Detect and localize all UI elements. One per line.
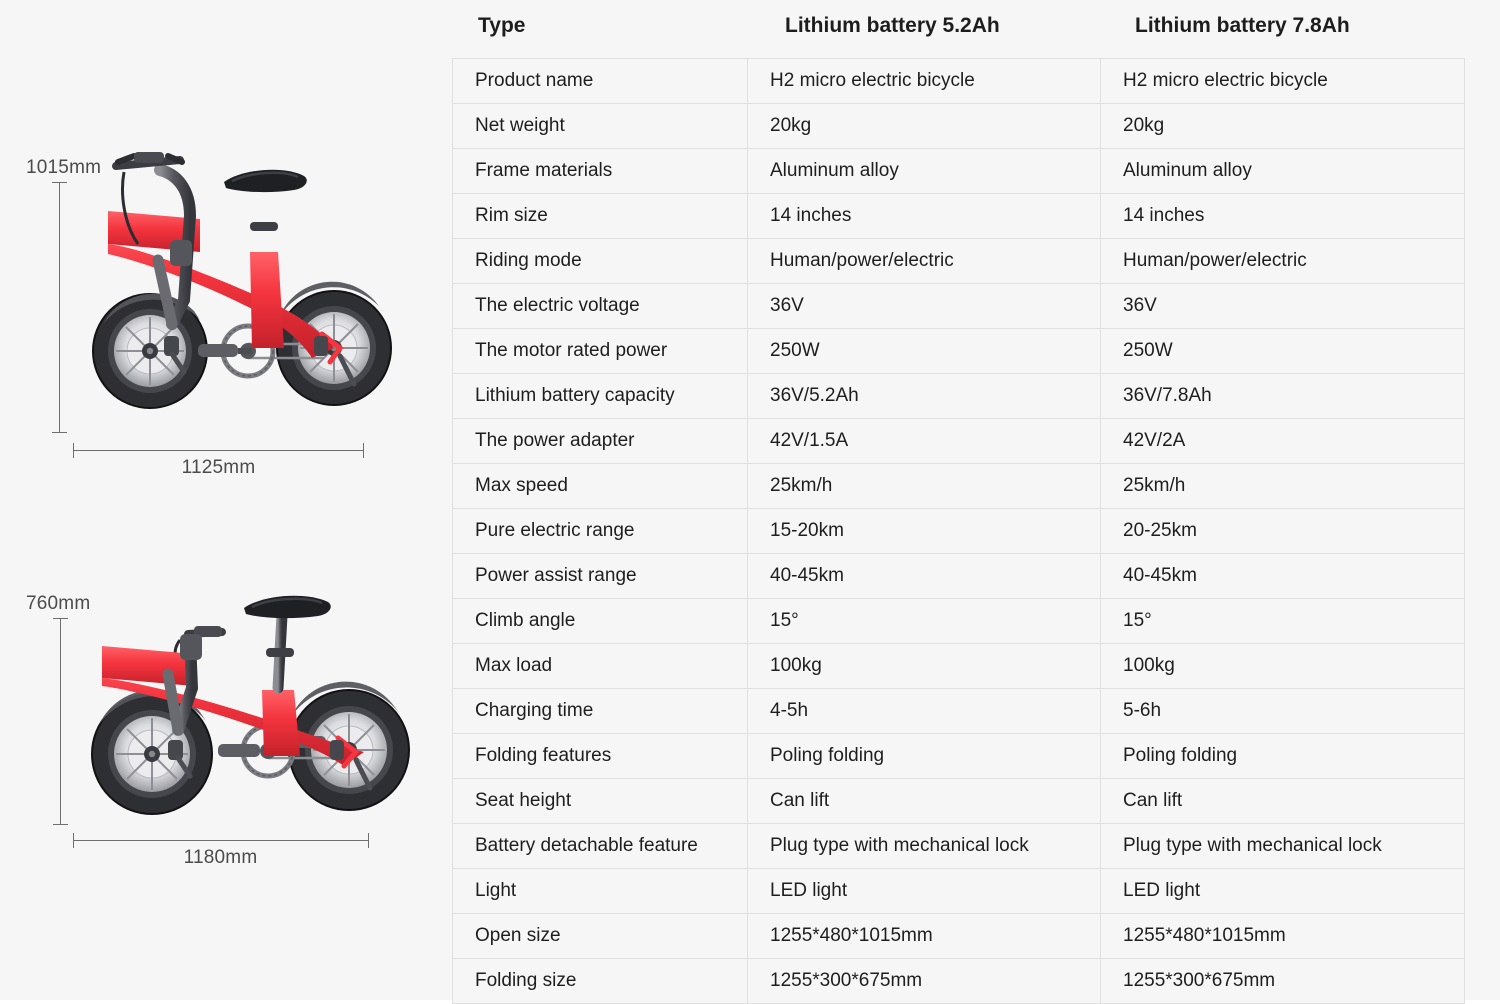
spec-value-5-2ah-cell: 20kg [748,104,1101,149]
spec-name-cell: The motor rated power [453,329,748,374]
spec-name-cell: Folding size [453,959,748,1004]
header-battery-7-8ah: Lithium battery 7.8Ah [1135,14,1350,37]
spec-value-5-2ah-cell: 15-20km [748,509,1101,554]
open-bike-height-label: 1015mm [26,157,102,178]
table-row [453,284,1465,329]
open-bike-height-dimension-line [59,182,60,433]
folded-bike-illustration [0,580,445,880]
spec-value-7-8ah-cell: Aluminum alloy [1101,149,1465,194]
table-row [453,869,1465,914]
seat-clamp [250,222,278,231]
table-row [453,59,1465,104]
spec-value-7-8ah-cell: 100kg [1101,644,1465,689]
open-bike-drawing [72,148,422,438]
spec-value-7-8ah-cell: H2 micro electric bicycle [1101,59,1465,104]
table-row [453,509,1465,554]
open-bike-width-dimension-line [73,450,364,451]
saddle [224,170,307,192]
specification-table [452,58,1465,1004]
spec-value-5-2ah-cell: 250W [748,329,1101,374]
spec-value-7-8ah-cell: 25km/h [1101,464,1465,509]
header-battery-5-2ah: Lithium battery 5.2Ah [785,14,1000,37]
spec-name-cell: Climb angle [453,599,748,644]
spec-value-7-8ah-cell: Human/power/electric [1101,239,1465,284]
spec-name-cell: Light [453,869,748,914]
spec-value-5-2ah-cell: Poling folding [748,734,1101,779]
spec-name-cell: Pure electric range [453,509,748,554]
spec-value-7-8ah-cell: 15° [1101,599,1465,644]
spec-name-cell: Net weight [453,104,748,149]
spec-value-7-8ah-cell: 5-6h [1101,689,1465,734]
spec-value-7-8ah-cell: 20-25km [1101,509,1465,554]
spec-name-cell: The power adapter [453,419,748,464]
folding-hinge [180,634,202,660]
table-row [453,194,1465,239]
spec-value-5-2ah-cell: 4-5h [748,689,1101,734]
spec-value-7-8ah-cell: 42V/2A [1101,419,1465,464]
frame-seat-column [250,252,284,348]
table-row [453,959,1465,1004]
spec-name-cell: Open size [453,914,748,959]
spec-value-7-8ah-cell: 36V/7.8Ah [1101,374,1465,419]
seat-clamp [266,648,294,657]
folding-hinge [170,240,192,266]
spec-value-7-8ah-cell: Can lift [1101,779,1465,824]
spec-value-5-2ah-cell: 100kg [748,644,1101,689]
open-bike-width-cap-right [363,443,364,458]
specification-panel [445,0,1500,1000]
table-row [453,149,1465,194]
table-row [453,329,1465,374]
spec-value-5-2ah-cell: Plug type with mechanical lock [748,824,1101,869]
spec-value-7-8ah-cell: 36V [1101,284,1465,329]
spec-name-cell: Charging time [453,689,748,734]
table-row [453,104,1465,149]
spec-value-5-2ah-cell: H2 micro electric bicycle [748,59,1101,104]
spec-name-cell: Product name [453,59,748,104]
table-row [453,599,1465,644]
table-row [453,644,1465,689]
open-bike-height-cap-bottom [52,432,67,433]
spec-name-cell: Folding features [453,734,748,779]
table-header-row [445,14,1500,48]
table-row [453,779,1465,824]
folded-bike-height-cap-bottom [53,824,68,825]
saddle [244,596,331,618]
spec-value-5-2ah-cell: Human/power/electric [748,239,1101,284]
spec-value-5-2ah-cell: Aluminum alloy [748,149,1101,194]
open-bike-width-label: 1125mm [181,457,256,478]
spec-name-cell: Frame materials [453,149,748,194]
spec-name-cell: Battery detachable feature [453,824,748,869]
open-bike-illustration [0,140,445,480]
folded-bike-width-cap-right [368,833,369,848]
spec-value-5-2ah-cell: 25km/h [748,464,1101,509]
spec-name-cell: Power assist range [453,554,748,599]
spec-value-5-2ah-cell: 36V/5.2Ah [748,374,1101,419]
spec-value-7-8ah-cell: 1255*480*1015mm [1101,914,1465,959]
spec-value-7-8ah-cell: Poling folding [1101,734,1465,779]
folded-bike-width-dimension-line [73,840,368,841]
spec-name-cell: Lithium battery capacity [453,374,748,419]
folded-bike-drawing [72,588,432,833]
spec-name-cell: Seat height [453,779,748,824]
spec-value-5-2ah-cell: LED light [748,869,1101,914]
spec-name-cell: Riding mode [453,239,748,284]
spec-value-5-2ah-cell: 36V [748,284,1101,329]
spec-value-5-2ah-cell: Can lift [748,779,1101,824]
table-row [453,464,1465,509]
spec-name-cell: The electric voltage [453,284,748,329]
folded-bike-height-label: 760mm [26,593,91,614]
spec-value-5-2ah-cell: 40-45km [748,554,1101,599]
spec-value-7-8ah-cell: 1255*300*675mm [1101,959,1465,1004]
spec-value-5-2ah-cell: 15° [748,599,1101,644]
spec-value-5-2ah-cell: 14 inches [748,194,1101,239]
table-row [453,689,1465,734]
illustration-panel [0,0,445,1000]
spec-name-cell: Max load [453,644,748,689]
spec-name-cell: Rim size [453,194,748,239]
table-row [453,239,1465,284]
spec-value-7-8ah-cell: 40-45km [1101,554,1465,599]
spec-value-5-2ah-cell: 1255*300*675mm [748,959,1101,1004]
table-row [453,824,1465,869]
table-row [453,419,1465,464]
spec-value-7-8ah-cell: LED light [1101,869,1465,914]
spec-value-5-2ah-cell: 42V/1.5A [748,419,1101,464]
spec-value-5-2ah-cell: 1255*480*1015mm [748,914,1101,959]
spec-name-cell: Max speed [453,464,748,509]
folded-bike-width-label: 1180mm [183,847,258,868]
table-row [453,734,1465,779]
frame-seat-column [262,690,300,756]
folded-bike-height-dimension-line [60,618,61,825]
header-type: Type [478,14,526,37]
spec-value-7-8ah-cell: 14 inches [1101,194,1465,239]
table-row [453,554,1465,599]
table-row [453,374,1465,419]
spec-value-7-8ah-cell: 250W [1101,329,1465,374]
spec-value-7-8ah-cell: 20kg [1101,104,1465,149]
spec-value-7-8ah-cell: Plug type with mechanical lock [1101,824,1465,869]
table-row [453,914,1465,959]
